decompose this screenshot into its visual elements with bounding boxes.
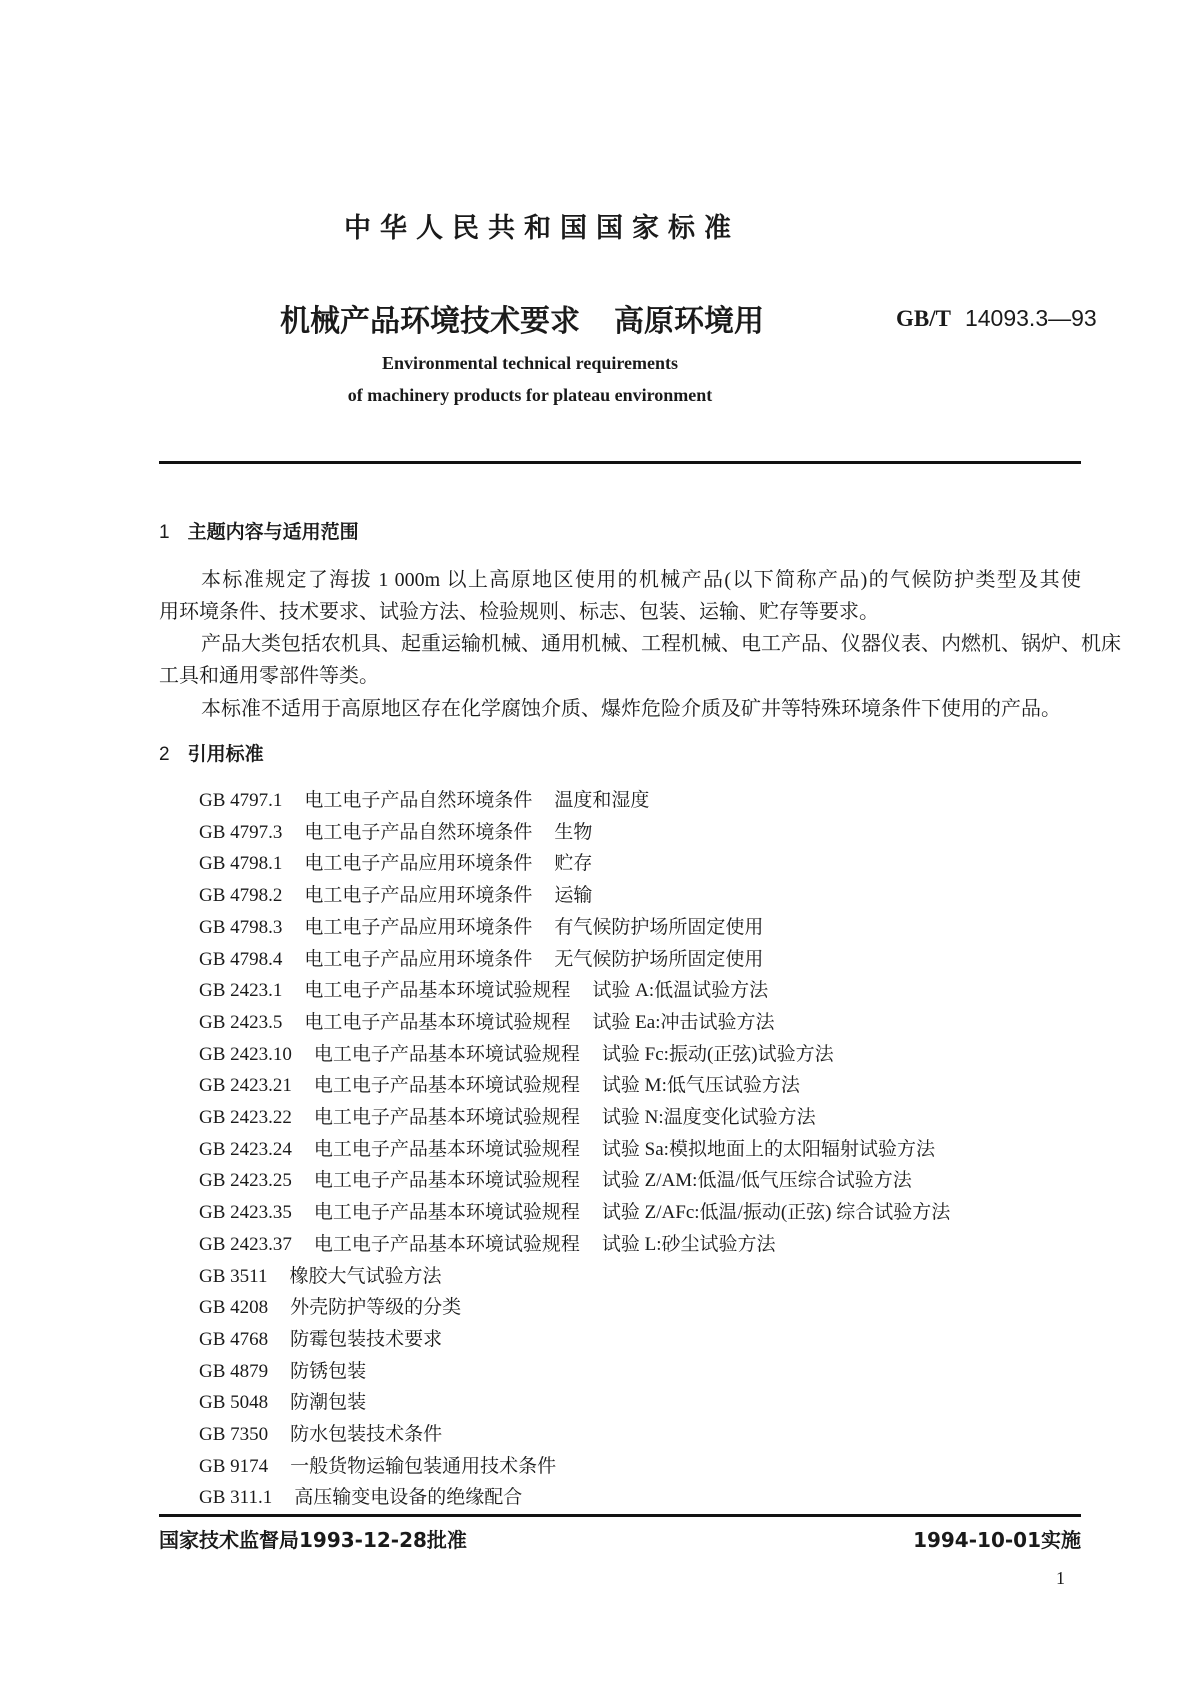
reference-item [199,848,592,875]
reference-title: 电工电子产品基本环境试验规程 [313,1202,580,1224]
reference-item [199,1451,578,1478]
reference-subtitle: 生物 [554,821,593,843]
section-title: 主题内容与适用范围 [187,521,359,543]
reference-subtitle: 有气候防护场所固定使用 [554,916,764,938]
section-2-heading [159,739,264,766]
reference-subtitle: 试验 A:低温试验方法 [592,980,769,1002]
reference-title: 电工电子产品基本环境试验规程 [313,1233,580,1255]
reference-subtitle: 试验 L:砂尘试验方法 [601,1233,776,1255]
reference-code: GB 3511 [199,1265,268,1287]
reference-item [199,1197,950,1224]
section-number: 1 [159,522,170,543]
reference-item [199,1419,464,1446]
reference-code: GB 2423.21 [199,1075,292,1097]
reference-item [199,1102,816,1129]
reference-code: GB 2423.5 [199,1011,283,1033]
reference-code: GB 5048 [199,1392,269,1414]
reference-code: GB 311.1 [199,1487,273,1509]
reference-item [199,1070,800,1097]
reference-title: 电工电子产品基本环境试验规程 [313,1107,580,1128]
page-number: 1 [1056,1568,1065,1588]
reference-title: 电工电子产品基本环境试验规程 [304,980,571,1002]
paragraph-1-line-2: 用环境条件、技术要求、试验方法、检验规则、标志、包装、运输、贮存等要求。 [159,601,879,623]
standard-code: 14093.3—93 [964,305,1097,331]
reference-subtitle: 试验 Ea:冲击试验方法 [592,1011,775,1033]
reference-code: GB 2423.24 [199,1138,292,1160]
reference-subtitle: 运输 [554,885,593,907]
document-title-cn [280,296,764,340]
paragraph-2-line-2: 工具和通用零部件等类。 [159,665,379,687]
reference-code: GB 2423.35 [199,1202,292,1224]
reference-subtitle: 试验 Z/AFc:低温/振动(正弦) 综合试验方法 [601,1202,951,1224]
footer-divider [159,1514,1081,1517]
reference-title: 电工电子产品基本环境试验规程 [304,1011,571,1033]
reference-item [199,1292,483,1319]
reference-title: 防水包装技术条件 [290,1424,443,1445]
reference-subtitle: 试验 Fc:振动(正弦)试验方法 [601,1043,834,1065]
paragraph-3-line-1: 本标准不适用于高原地区存在化学腐蚀介质、爆炸危险介质及矿井等特殊环境条件下使用的产品。 [201,698,1061,720]
reference-title: 高压输变电设备的绝缘配合 [294,1487,523,1509]
reference-subtitle: 贮存 [554,853,593,875]
reference-item [199,975,768,1002]
reference-subtitle: 试验 M:低气压试验方法 [601,1075,800,1097]
reference-title: 一般货物运输包装通用技术条件 [290,1455,557,1477]
reference-title: 电工电子产品基本环境试验规程 [313,1043,580,1065]
reference-subtitle: 试验 N:温度变化试验方法 [601,1107,816,1128]
reference-subtitle: 试验 Sa:模拟地面上的太阳辐射试验方法 [601,1138,935,1160]
reference-title: 橡胶大气试验方法 [289,1265,442,1287]
reference-item [199,1261,463,1288]
reference-item [199,1039,834,1066]
reference-code: GB 2423.22 [199,1107,292,1128]
reference-item [199,1356,388,1383]
reference-code: GB 2423.1 [199,980,283,1002]
reference-title: 防霉包装技术要求 [290,1328,443,1350]
paragraph-2-line-1: 产品大类包括农机具、起重运输机械、通用机械、工程机械、电工产品、仪器仪表、内燃机、锅炉、机床 [201,633,1121,655]
reference-title: 电工电子产品应用环境条件 [304,916,533,938]
reference-title: 电工电子产品应用环境条件 [304,885,533,907]
standard-number [896,305,1097,332]
reference-item [199,912,763,939]
reference-item [199,1324,464,1351]
reference-title: 电工电子产品自然环境条件 [304,821,533,843]
document-title-en-line2: of machinery products for plateau environment [347,385,713,405]
reference-title: 电工电子产品自然环境条件 [304,790,533,811]
reference-item [199,817,592,844]
reference-item [199,1165,912,1192]
reference-code: GB 4879 [199,1360,269,1382]
reference-item [199,1387,388,1414]
reference-code: GB 9174 [199,1455,269,1477]
reference-subtitle: 试验 Z/AM:低温/低气压综合试验方法 [601,1170,912,1192]
reference-code: GB 4797.3 [199,821,283,843]
reference-item [199,944,763,971]
reference-subtitle: 无气候防护场所固定使用 [554,948,764,970]
title-part-2: 高原环境用 [614,304,764,339]
reference-title: 电工电子产品应用环境条件 [304,853,533,875]
reference-code: GB 7350 [199,1424,269,1445]
reference-item [199,1482,544,1509]
effective-date: 1994-10-01实施 [913,1528,1081,1552]
approval-date: 国家技术监督局1993-12-28批准 [159,1528,467,1552]
paragraph-1-line-1: 本标准规定了海拔 1 000m 以上高原地区使用的机械产品(以下简称产品)的气候防护类型及其使 [201,569,1081,591]
reference-code: GB 4797.1 [199,790,283,811]
standard-category-header: 中华人民共和国国家标准 [344,213,740,244]
reference-code: GB 4798.2 [199,885,283,907]
reference-title: 电工电子产品基本环境试验规程 [313,1138,580,1160]
document-title-en-line1: Environmental technical requirements [382,353,678,373]
reference-code: GB 4798.3 [199,916,283,938]
reference-code: GB 2423.25 [199,1170,292,1192]
reference-item [199,880,592,907]
reference-item [199,1229,776,1256]
reference-item [199,785,649,812]
reference-title: 外壳防护等级的分类 [290,1297,462,1319]
title-part-1: 机械产品环境技术要求 [280,304,580,339]
reference-title: 电工电子产品应用环境条件 [304,948,533,970]
reference-code: GB 4798.1 [199,853,283,875]
reference-code: GB 4768 [199,1328,269,1350]
header-divider [159,461,1081,464]
reference-item [199,1134,935,1161]
reference-code: GB 4798.4 [199,948,283,970]
section-number: 2 [159,744,170,765]
reference-title: 防锈包装 [290,1360,367,1382]
reference-subtitle: 温度和湿度 [554,790,650,811]
section-title: 引用标准 [187,743,264,765]
reference-title: 防潮包装 [290,1392,367,1414]
reference-item [199,1007,775,1034]
standard-prefix: GB/T [896,306,951,331]
section-1-heading [159,517,359,544]
reference-code: GB 2423.37 [199,1233,292,1255]
reference-title: 电工电子产品基本环境试验规程 [313,1075,580,1097]
reference-title: 电工电子产品基本环境试验规程 [313,1170,580,1192]
reference-code: GB 2423.10 [199,1043,292,1065]
reference-code: GB 4208 [199,1297,269,1319]
